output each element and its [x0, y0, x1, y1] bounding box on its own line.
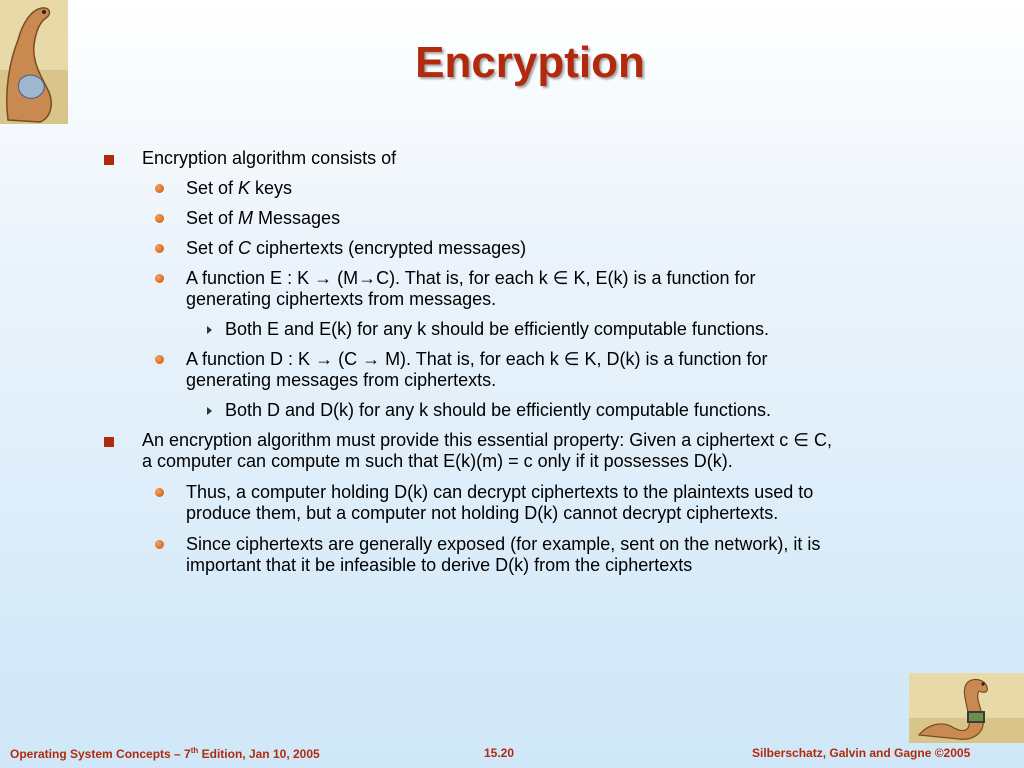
sub-bullet-text: Set of C ciphertexts (encrypted messages)	[186, 238, 527, 258]
circle-bullet-icon	[155, 184, 164, 193]
triangle-bullet-icon	[207, 326, 212, 334]
sub-bullet-text: A function E : K → (M→C). That is, for each k ∈ K, E(k) is a function for generating ciphertexts from messages.	[186, 268, 756, 309]
sub-bullet-text: A function D : K → (C → M). That is, for each k ∈ K, D(k) is a function for generating messages from ciphertexts.	[186, 349, 768, 390]
sub-bullet-text: Since ciphertexts are generally exposed (for example, sent on the network), it is important that it be infeasible to derive D(k) from the ciphertexts	[186, 534, 821, 575]
dinosaur-laptop-icon	[909, 673, 1024, 743]
sub-bullet-text: Set of M Messages	[186, 208, 341, 228]
footer-page-number: 15.20	[484, 746, 515, 760]
circle-bullet-icon	[155, 214, 164, 223]
square-bullet-icon	[104, 155, 114, 165]
bullet-text: Encryption algorithm consists of	[142, 148, 397, 168]
circle-bullet-icon	[155, 244, 164, 253]
footer-copyright: Silberschatz, Galvin and Gagne ©2005	[752, 746, 971, 760]
square-bullet-icon	[104, 437, 114, 447]
triangle-bullet-icon	[207, 407, 212, 415]
circle-bullet-icon	[155, 355, 164, 364]
slide-title: Encryption	[415, 38, 645, 87]
circle-bullet-icon	[155, 540, 164, 549]
sub-bullet-text: Set of K keys	[186, 178, 293, 198]
sub-sub-bullet-text: Both E and E(k) for any k should be efficiently computable functions.	[225, 319, 769, 339]
circle-bullet-icon	[155, 488, 164, 497]
sub-bullet-text: Thus, a computer holding D(k) can decrypt ciphertexts to the plaintexts used to produce them, but a computer not holding D(k) cannot decrypt ciphertexts.	[186, 482, 814, 523]
footer-course: Operating System Concepts – 7th Edition, Jan 10, 2005	[10, 746, 320, 761]
sub-sub-bullet-text: Both D and D(k) for any k should be efficiently computable functions.	[225, 400, 771, 420]
circle-bullet-icon	[155, 274, 164, 283]
bullet-text: An encryption algorithm must provide this essential property: Given a ciphertext c ∈ C, a computer can compute m such that E(k)(m) = c only if it possesses D(k).	[142, 430, 832, 471]
